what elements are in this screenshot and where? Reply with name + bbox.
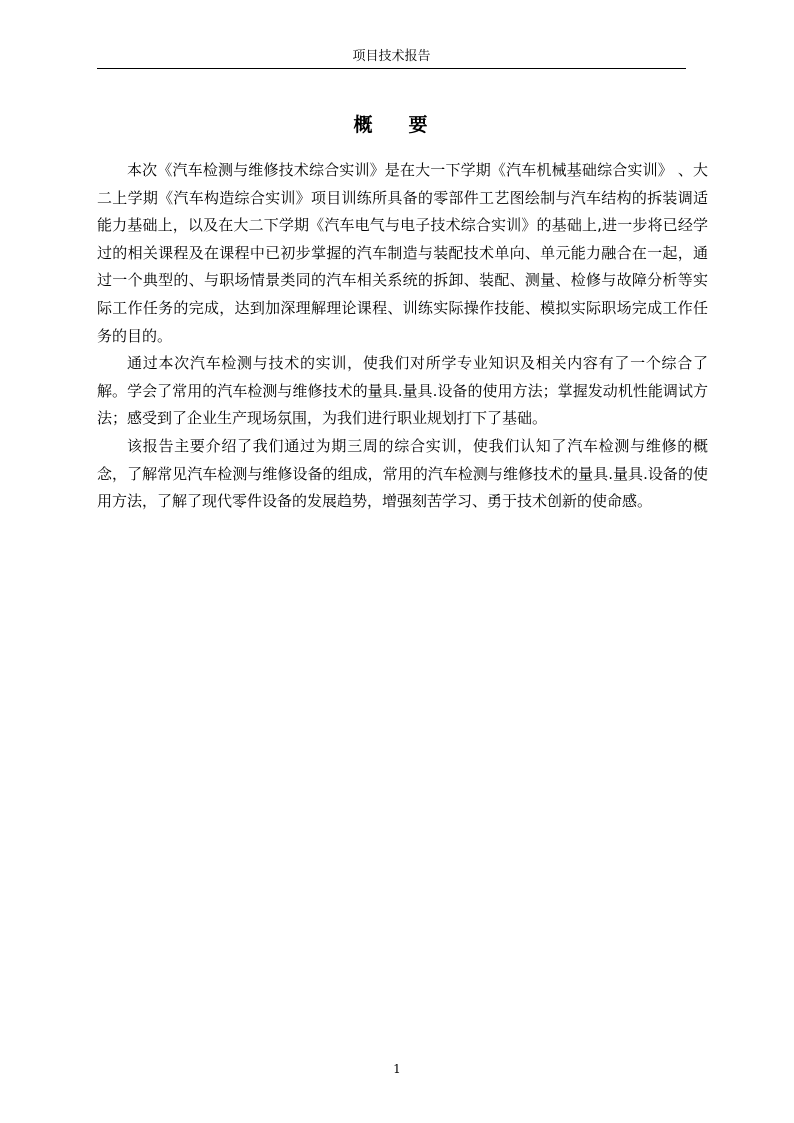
page-header: 项目技术报告 <box>97 46 686 69</box>
section-title <box>97 112 686 138</box>
title-char-1: 概 <box>353 114 375 136</box>
paragraph: 通过本次汽车检测与技术的实训，使我们对所学专业知识及相关内容有了一个综合了解。学会了常用的汽车检测与维修技术的量具.量具.设备的使用方法；掌握发动机性能调试方法；感受到了企业生产现场氛围，为我们进行职业规划打下了基础。 <box>97 354 708 428</box>
paragraph: 该报告主要介绍了我们通过为期三周的综合实训，使我们认知了汽车检测与维修的概念，了解常见汽车检测与维修设备的组成，常用的汽车检测与维修技术的量具.量具.设备的使用方法，了解了现代零件设备的发展趋势，增强刻苦学习、勇于技术创新的使命感。 <box>97 436 708 511</box>
page-number: 1 <box>393 1062 401 1076</box>
title-char-2: 要 <box>408 114 430 136</box>
paragraph: 本次《汽车检测与维修技术综合实训》是在大一下学期《汽车机械基础综合实训》 、大二上学期《汽车构造综合实训》项目训练所具备的零部件工艺图绘制与汽车结构的拆装调适能力基础上，以及在大二下学期《汽车电气与电子技术综合实训》的基础上,进一步将已经学过的相关课程及在课程中已初步掌握的汽车制造与装配技术单向、单元能力融合在一起，通过一个典型的、与职场情景类同的汽车相关系统的拆卸、装配、测量、检修与故障分析等实际工作任务的完成，达到加深理解理论课程、训练实际操作技能、模拟实际职场完成工作任务的目的。 <box>97 161 708 345</box>
summary-body <box>97 157 708 516</box>
